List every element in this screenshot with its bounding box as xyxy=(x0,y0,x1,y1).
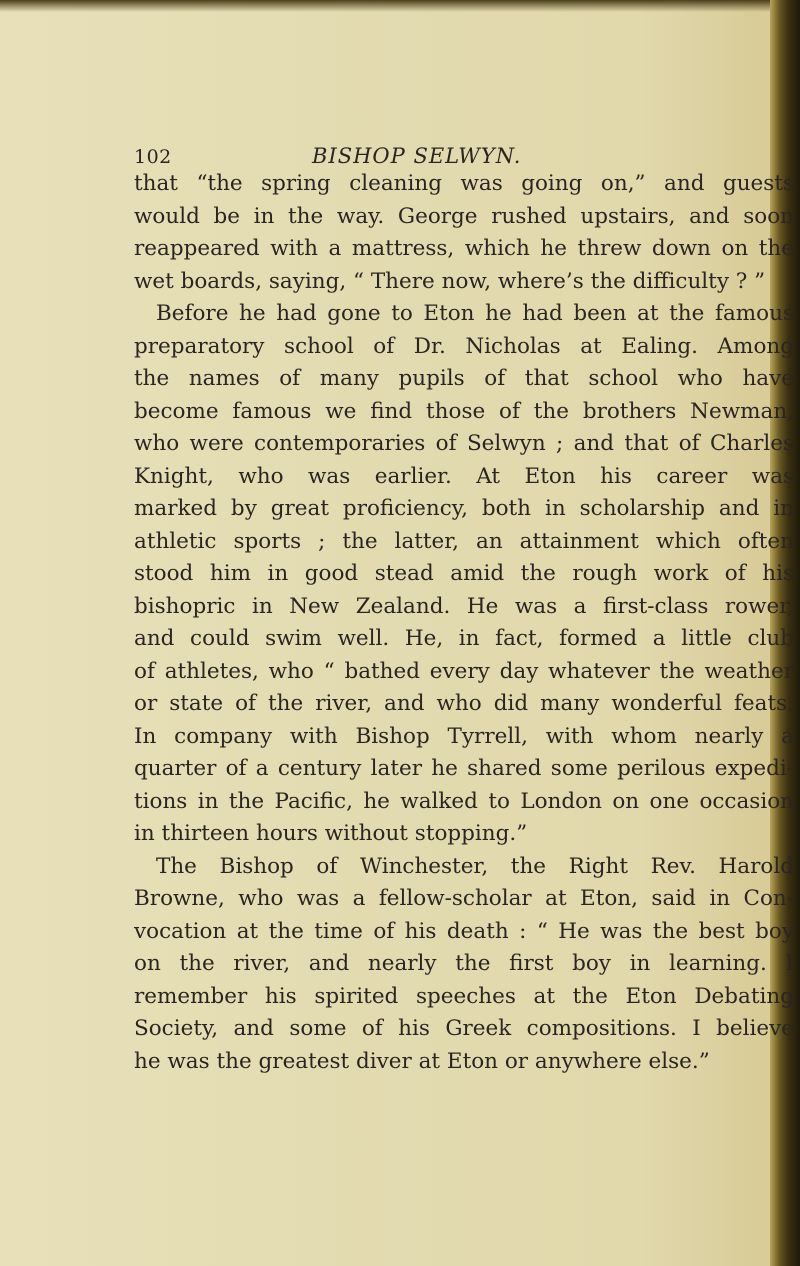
text-line: vocation at the time of his death : “ He was the best boy xyxy=(134,918,794,944)
text-line: of athletes, who “ bathed every day whatever the weather xyxy=(134,658,794,684)
text-line: that “the spring cleaning was going on,” and guests xyxy=(134,171,794,196)
top-shadow xyxy=(0,0,800,12)
text-line: marked by great proficiency, both in scholarship and in xyxy=(134,496,794,521)
text-line: or state of the river, and who did many wonderful feats. xyxy=(134,691,794,716)
text-line: In company with Bishop Tyrrell, with whom nearly a xyxy=(134,723,794,749)
text-line: become famous we find those of the brothers Newman, xyxy=(134,398,794,424)
text-line: Before he had gone to Eton he had been at the famous xyxy=(156,301,794,326)
text-line: and could swim well. He, in fact, formed a little club xyxy=(134,626,794,651)
page-number: 102 xyxy=(134,146,172,168)
text-line: who were contemporaries of Selwyn ; and that of Charles xyxy=(134,431,794,456)
text-line: Society, and some of his Greek compositions. I believe xyxy=(134,1016,794,1041)
text-line: wet boards, saying, “ There now, where’s the difficulty ? ” xyxy=(134,268,766,294)
text-line: preparatory school of Dr. Nicholas at Ealing. Among xyxy=(134,333,794,359)
text-line: Knight, who was earlier. At Eton his career was xyxy=(134,463,794,489)
text-line: bishopric in New Zealand. He was a first-class rower, xyxy=(134,593,794,619)
text-line: the names of many pupils of that school who have xyxy=(134,366,794,391)
text-line: would be in the way. George rushed upstairs, and soon xyxy=(134,203,794,229)
body-text xyxy=(134,168,794,1078)
text-line: tions in the Pacific, he walked to London on one occasion xyxy=(134,788,794,814)
text-line: The Bishop of Winchester, the Right Rev. Harold xyxy=(156,853,794,879)
text-line: Browne, who was a fellow-scholar at Eton, said in Con- xyxy=(134,886,794,911)
text-line: in thirteen hours without stopping.” xyxy=(134,821,528,846)
text-line: quarter of a century later he shared some perilous expedi- xyxy=(134,756,794,781)
text-line: on the river, and nearly the first boy in learning. I xyxy=(134,951,794,976)
text-line: he was the greatest diver at Eton or anywhere else.” xyxy=(134,1048,710,1074)
text-line: stood him in good stead amid the rough work of his xyxy=(134,561,794,586)
running-title: BISHOP SELWYN. xyxy=(312,144,522,168)
text-line: athletic sports ; the latter, an attainment which often xyxy=(134,528,794,554)
text-line: remember his spirited speeches at the Eton Debating xyxy=(134,983,794,1009)
text-line: reappeared with a mattress, which he threw down on the xyxy=(134,236,794,261)
